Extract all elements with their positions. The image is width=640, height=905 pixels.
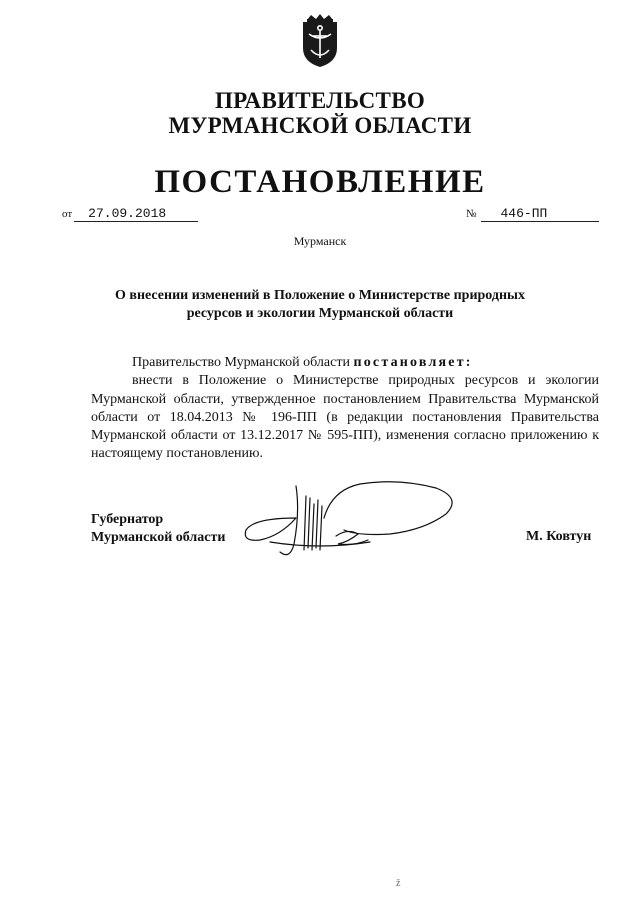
footer-mark: ž	[396, 878, 401, 889]
document-body	[91, 354, 599, 464]
subject-line1: О внесении изменений в Положение о Министерстве природных	[115, 288, 525, 303]
subject-line2: ресурсов и экологии Мурманской области	[186, 306, 454, 321]
body-intro: Правительство Мурманской области	[132, 355, 350, 370]
number-field	[466, 207, 599, 222]
number-prefix: №	[466, 208, 477, 220]
document-type-title: ПОСТАНОВЛЕНИЕ	[154, 164, 486, 200]
date-prefix: от	[62, 208, 73, 220]
signatory-name: М. Ковтун	[526, 529, 592, 544]
body-intro-line	[91, 354, 599, 372]
date-field	[62, 207, 198, 222]
murmansk-coat-of-arms-icon	[297, 12, 343, 68]
government-title-line2: МУРМАНСКОЙ ОБЛАСТИ	[168, 113, 472, 138]
signatory-position	[91, 511, 225, 547]
body-decides: постановляет:	[353, 355, 473, 370]
number-value: 446-ПП	[481, 207, 599, 222]
date-value: 27.09.2018	[74, 207, 198, 222]
government-title-line1: ПРАВИТЕЛЬСТВО	[214, 88, 426, 113]
city-label: Мурманск	[293, 234, 347, 248]
body-paragraph: внести в Положение о Министерстве природных ресурсов и экологии Мурманской области, утвержденное постановлением Правительства Мурманской области от 18.04.2013 № 196-ПП (в редакции постановления Правительства Мурманской области от 13.12.2017 № 595-ПП), изменения согласно приложению к настоящему постановлению.	[91, 373, 599, 462]
handwritten-signature-icon	[240, 478, 470, 570]
document-subject	[100, 287, 540, 323]
signatory-position-line2: Мурманской области	[91, 530, 226, 545]
signatory-position-line1: Губернатор	[91, 512, 164, 527]
